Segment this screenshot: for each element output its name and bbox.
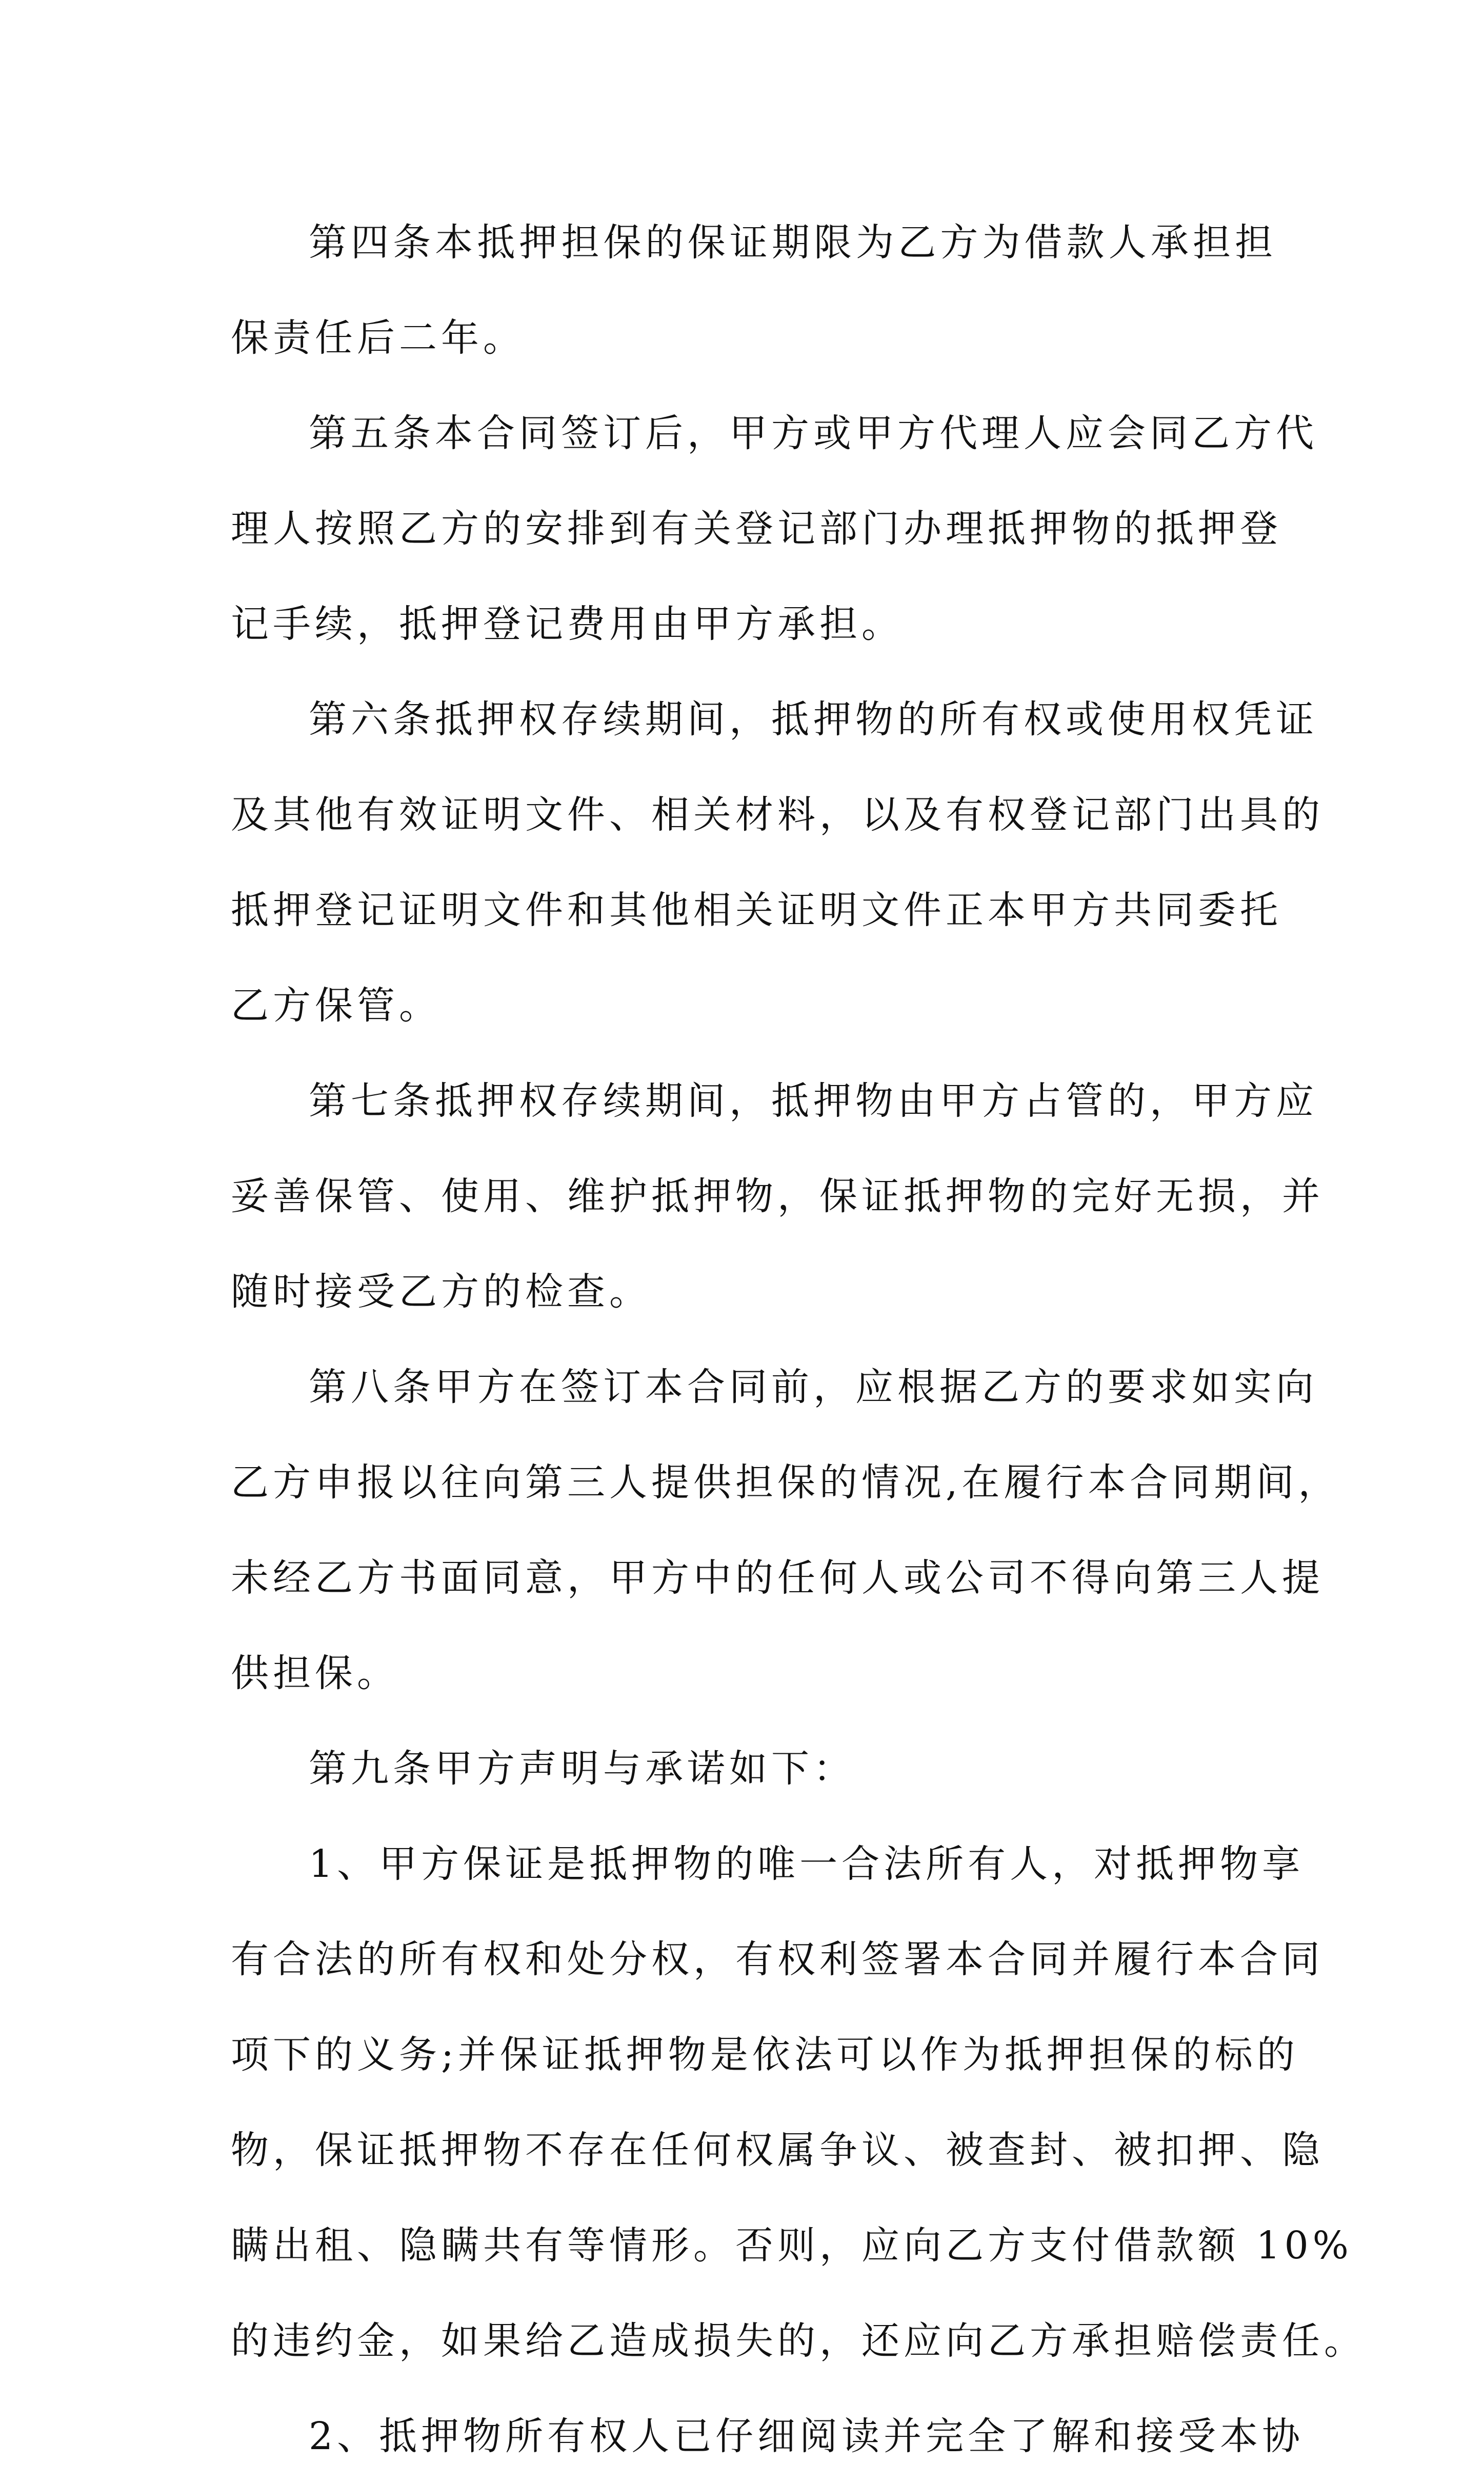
article-6-line-2: 及其他有效证明文件、相关材料，以及有权登记部门出具的 [231, 793, 1324, 837]
article-5-line-2: 理人按照乙方的安排到有关登记部门办理抵押物的抵押登 [231, 507, 1282, 551]
clause-1-line-5: 瞒出租、隐瞒共有等情形。否则，应向乙方支付借款额 10% [231, 2223, 1353, 2268]
article-7-line-1: 第七条抵押权存续期间，抵押物由甲方占管的，甲方应 [309, 1079, 1318, 1123]
article-4-line-2: 保责任后二年。 [231, 316, 525, 360]
clause-1-line-2: 有合法的所有权和处分权，有权利签署本合同并履行本合同 [231, 1937, 1324, 1981]
article-8-line-1: 第八条甲方在签订本合同前，应根据乙方的要求如实向 [309, 1365, 1318, 1409]
article-6-line-3: 抵押登记证明文件和其他相关证明文件正本甲方共同委托 [231, 888, 1282, 932]
article-7-line-3: 随时接受乙方的检查。 [231, 1270, 651, 1314]
clause-1-line-1: 1、甲方保证是抵押物的唯一合法所有人，对抵押物享 [309, 1842, 1305, 1886]
article-8-line-2: 乙方申报以往向第三人提供担保的情况,在履行本合同期间， [231, 1460, 1340, 1505]
article-5-line-1: 第五条本合同签订后，甲方或甲方代理人应会同乙方代 [309, 411, 1318, 455]
document-body [231, 195, 1366, 2484]
clause-1-line-3: 项下的义务;并保证抵押物是依法可以作为抵押担保的标的 [231, 2033, 1299, 2077]
article-9-heading: 第九条甲方声明与承诺如下： [309, 1747, 855, 1791]
article-5-line-3: 记手续，抵押登记费用由甲方承担。 [231, 602, 904, 646]
article-6-line-1: 第六条抵押权存续期间，抵押物的所有权或使用权凭证 [309, 697, 1318, 742]
article-6-line-4: 乙方保管。 [231, 984, 441, 1028]
clause-2-line-1: 2、抵押物所有权人已仔细阅读并完全了解和接受本协 [309, 2414, 1305, 2458]
article-8-line-3: 未经乙方书面同意，甲方中的任何人或公司不得向第三人提 [231, 1556, 1324, 1600]
article-7-line-2: 妥善保管、使用、维护抵押物，保证抵押物的完好无损，并 [231, 1174, 1324, 1218]
clause-1-line-4: 物，保证抵押物不存在任何权属争议、被查封、被扣押、隐 [231, 2128, 1324, 2172]
clause-1-line-6: 的违约金，如果给乙造成损失的，还应向乙方承担赔偿责任。 [231, 2319, 1366, 2363]
article-4-line-1: 第四条本抵押担保的保证期限为乙方为借款人承担担 [309, 221, 1277, 265]
article-8-line-4: 供担保。 [231, 1651, 399, 1695]
